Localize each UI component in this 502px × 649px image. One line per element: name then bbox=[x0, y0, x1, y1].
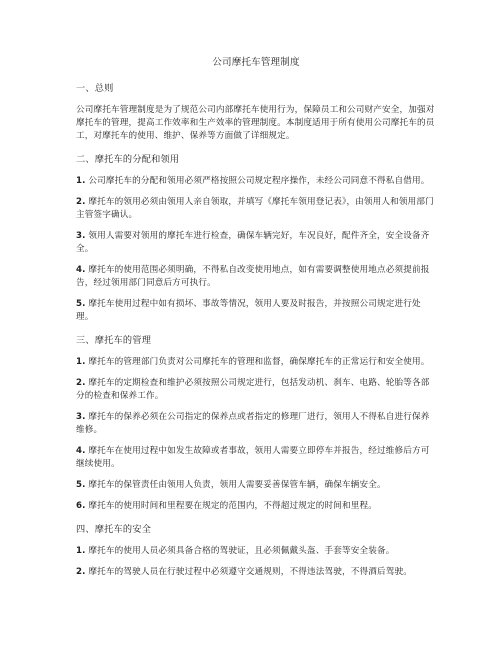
section-heading: 一、总则 bbox=[76, 83, 114, 94]
item-number: 2. bbox=[76, 197, 86, 207]
paragraph bbox=[76, 545, 436, 558]
paragraph bbox=[76, 104, 436, 143]
paragraph bbox=[76, 175, 436, 188]
paragraph-text: 摩托车的使用人员必须具备合格的驾驶证，且必须佩戴头盔、手套等安全装备。 bbox=[85, 546, 395, 556]
paragraph bbox=[76, 479, 436, 492]
paragraph-text: 公司摩托车管理制度是为了规范公司内部摩托车使用行为，保障员工和公司财产安全，加强对摩托车的管理，提高工作效率和生产效率的管理制度。本制度适用于所有使用公司摩托车的员工，对摩托车的使用、维护、保养等方面做了详细规定。 bbox=[76, 105, 435, 141]
paragraph bbox=[76, 230, 436, 256]
paragraph bbox=[76, 411, 436, 437]
item-number: 2. bbox=[76, 378, 86, 388]
paragraph-text: 摩托车使用过程中如有损坏、事故等情况，领用人要及时报告，并按照公司规定进行处理。 bbox=[76, 299, 421, 322]
section-allocation bbox=[76, 153, 436, 324]
section-general bbox=[76, 82, 436, 143]
paragraph-text: 摩托车在使用过程中如发生故障或者事故，领用人需要立即停车并报告，经过维修后方可继续使用。 bbox=[76, 446, 430, 469]
paragraph-text: 摩托车的保管责任由领用人负责，领用人需要妥善保管车辆，确保车辆安全。 bbox=[85, 480, 386, 490]
paragraph-text: 摩托车的管理部门负责对公司摩托车的管理和监督，确保摩托车的正常运行和安全使用。 bbox=[85, 357, 430, 367]
section-heading: 四、摩托车的安全 bbox=[76, 524, 152, 535]
section-heading: 三、摩托车的管理 bbox=[76, 335, 152, 346]
paragraph bbox=[76, 377, 436, 403]
section-heading: 二、摩托车的分配和领用 bbox=[76, 154, 180, 165]
paragraph-text: 摩托车的定期检查和维护必须按照公司规定进行，包括发动机、刹车、电路、轮胎等各部分的检查和保养工作。 bbox=[76, 378, 430, 401]
paragraph-text: 摩托车的使用时间和里程要在规定的范围内，不得超过规定的时间和里程。 bbox=[85, 501, 377, 511]
paragraph bbox=[76, 196, 436, 222]
paragraph-text: 摩托车的驾驶人员在行驶过程中必须遵守交通规则，不得违法驾驶，不得酒后驾驶。 bbox=[85, 567, 412, 577]
paragraph-text: 摩托车的使用范围必须明确，不得私自改变使用地点，如有需要调整使用地点必须提前报告，经过领用部门同意后方可执行。 bbox=[76, 265, 430, 288]
item-number: 2. bbox=[76, 567, 86, 577]
item-number: 3. bbox=[76, 412, 86, 422]
paragraph-text: 公司摩托车的分配和领用必须严格按照公司规定程序操作，未经公司同意不得私自借用。 bbox=[85, 176, 430, 186]
paragraph bbox=[76, 298, 436, 324]
paragraph bbox=[76, 445, 436, 471]
paragraph bbox=[76, 500, 436, 513]
item-number: 1. bbox=[76, 357, 86, 367]
paragraph bbox=[76, 264, 436, 290]
paragraph-text: 摩托车的保养必须在公司指定的保养点或者指定的修理厂进行，领用人不得私自进行保养维修。 bbox=[76, 412, 430, 435]
item-number: 1. bbox=[76, 176, 86, 186]
section-safety bbox=[76, 523, 436, 579]
item-number: 4. bbox=[76, 446, 86, 456]
item-number: 1. bbox=[76, 546, 86, 556]
item-number: 3. bbox=[76, 231, 86, 241]
section-management bbox=[76, 334, 436, 513]
item-number: 4. bbox=[76, 265, 86, 275]
document-title: 公司摩托车管理制度 bbox=[212, 57, 300, 68]
paragraph-text: 领用人需要对领用的摩托车进行检查，确保车辆完好，车况良好，配件齐全，安全设备齐全。 bbox=[76, 231, 430, 254]
paragraph bbox=[76, 356, 436, 369]
item-number: 6. bbox=[76, 501, 86, 511]
item-number: 5. bbox=[76, 480, 86, 490]
paragraph-text: 摩托车的领用必须由领用人亲自领取，并填写《摩托车领用登记表》，由领用人和领用部门主管签字确认。 bbox=[76, 197, 434, 220]
paragraph bbox=[76, 566, 436, 579]
item-number: 5. bbox=[76, 299, 86, 309]
